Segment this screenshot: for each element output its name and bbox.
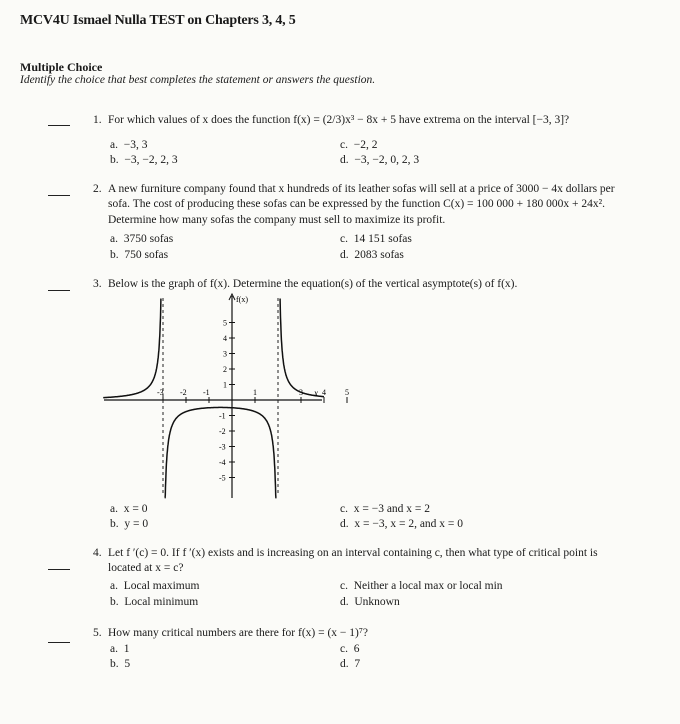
option-a[interactable]: a. x = 0 [110,503,148,515]
option-a[interactable]: a. −3, 3 [110,139,148,151]
y-tick-label: -2 [219,427,226,436]
left-branch [103,299,161,397]
option-b[interactable]: b. y = 0 [110,518,149,530]
y-tick-label: -1 [219,411,226,421]
question-text-line-1: Let f ′(c) = 0. If f ′(x) exists and is increasing on an interval containing c, then what type of critical point is [108,547,598,559]
section-heading: Multiple Choice [20,60,103,74]
question-number: 1. [93,114,102,126]
option-d[interactable]: d. x = −3, x = 2, and x = 0 [340,518,464,530]
instructions: Identify the choice that best completes the statement or answers the question. [20,74,376,86]
option-c[interactable]: c. Neither a local max or local min [340,580,503,592]
y-tick-label: 3 [223,349,227,359]
question-text: For which values of x does the function f(x) = (2/3)x³ − 8x + 5 have extrema on the interval [−3, 3]? [108,114,570,126]
question-text-line-1: A new furniture company found that x hundreds of its leather sofas will sell at a price of 3000 − 4x dollars per [108,183,615,195]
question-text-line-2: located at x = c? [108,562,184,574]
x-tick-label: -1 [203,388,210,397]
x-tick-label: 5 [345,388,349,397]
question-number: 2. [93,183,102,195]
question-number: 5. [93,627,102,639]
right-branch [279,299,324,396]
answer-blank[interactable] [48,560,70,570]
question-number: 4. [93,547,102,559]
y-axis-label: f(x) [236,295,248,304]
y-tick-label: -3 [219,442,226,452]
question-text-line-3: Determine how many sofas the company must sell to maximize its profit. [108,214,446,226]
function-graph [100,290,349,502]
y-tick-label: 2 [223,365,227,374]
function-curves [103,299,324,497]
x-tick-label: 3 [299,388,303,397]
option-c[interactable]: c. x = −3 and x = 2 [340,503,431,515]
option-d[interactable]: d. 2083 sofas [340,249,404,261]
y-tick-label: 1 [223,380,227,390]
graph-axes [104,294,322,498]
x-tick-label: 4 [322,388,326,397]
middle-branch [165,407,277,497]
option-b[interactable]: b. −3, −2, 2, 3 [110,154,178,166]
answer-blank[interactable] [48,186,70,196]
question-text-line-2: sofa. The cost of producing these sofas can be expressed by the function C(x) = 100 000 + 180 000x + 24x². [108,198,605,210]
option-a[interactable]: a. 3750 sofas [110,233,174,245]
answer-blank[interactable] [48,116,70,126]
question-text: Below is the graph of f(x). Determine the equation(s) of the vertical asymptote(s) of f(x). [108,278,518,290]
option-b[interactable]: b. 750 sofas [110,249,169,261]
option-d[interactable]: d. −3, −2, 0, 2, 3 [340,154,420,166]
x-tick-label: -2 [180,388,187,397]
question-number: 3. [93,278,102,290]
y-tick-label: -5 [219,473,226,483]
option-a[interactable]: a. Local maximum [110,580,200,592]
x-tick-label: 1 [253,388,257,397]
option-c[interactable]: c. 6 [340,643,360,655]
y-tick-label: 4 [223,334,227,343]
y-tick-label: -4 [219,458,226,467]
option-c[interactable]: c. 14 151 sofas [340,233,412,245]
x-tick-label: -3 [157,388,164,397]
option-b[interactable]: b. Local minimum [110,596,199,608]
answer-blank[interactable] [48,633,70,643]
y-tick-label: 5 [223,318,227,328]
option-d[interactable]: d. 7 [340,658,361,670]
page-title: MCV4U Ismael Nulla TEST on Chapters 3, 4, 5 [20,13,296,28]
option-b[interactable]: b. 5 [110,658,131,670]
answer-blank[interactable] [48,281,70,291]
question-text: How many critical numbers are there for f(x) = (x − 1)⁷? [108,627,368,639]
x-axis-label: x [314,388,318,398]
option-a[interactable]: a. 1 [110,643,130,655]
option-d[interactable]: d. Unknown [340,596,400,608]
option-c[interactable]: c. −2, 2 [340,139,378,151]
